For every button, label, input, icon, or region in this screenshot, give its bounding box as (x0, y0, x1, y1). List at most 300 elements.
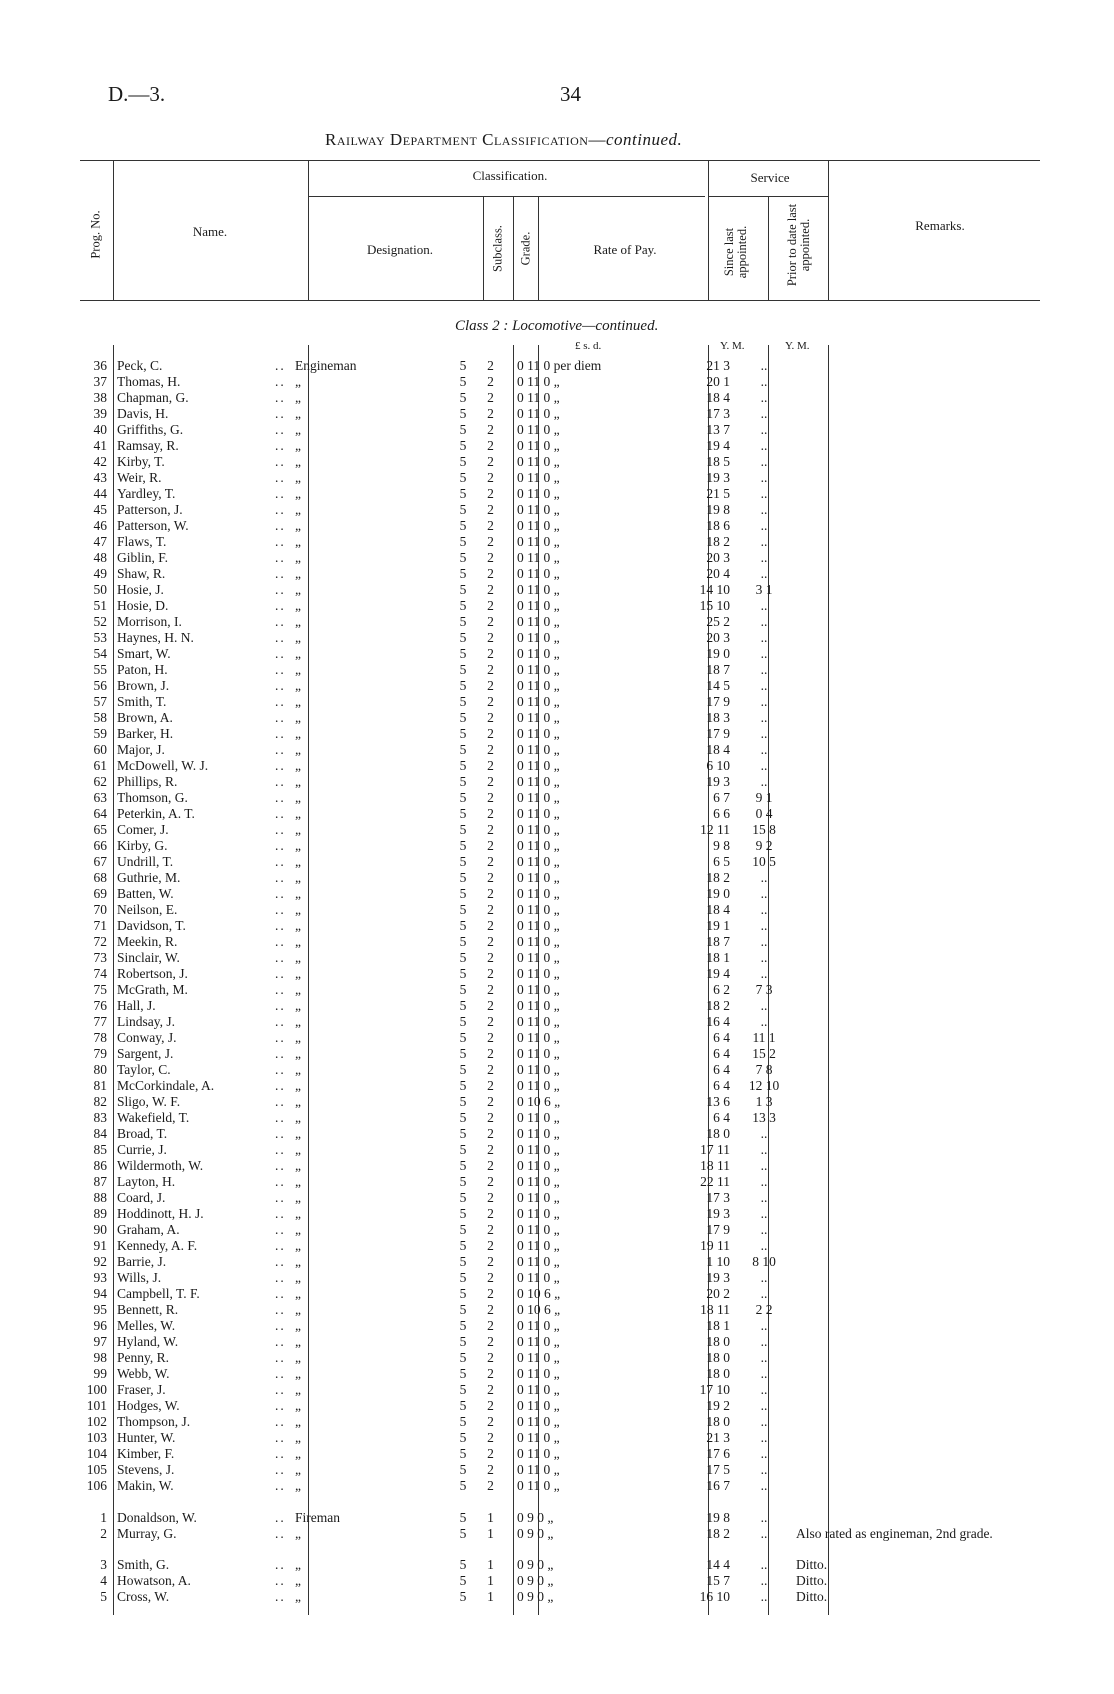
prior-cell: .. (760, 758, 768, 773)
subclass-cell: 5 (459, 966, 467, 981)
remarks-cell (790, 1478, 1036, 1494)
rate-cell: 0 11 0 „ (517, 470, 560, 485)
grade-cell: 2 (487, 1158, 494, 1173)
page-title-italic: continued. (605, 130, 683, 149)
leader-dots: .. (275, 1302, 286, 1317)
subclass-cell: 5 (459, 566, 467, 581)
subclass-cell: 5 (459, 1318, 467, 1333)
designation-cell: „ (295, 694, 301, 709)
grade-cell: 2 (487, 390, 494, 405)
prior-cell: .. (760, 918, 768, 933)
designation-cell: „ (295, 678, 301, 693)
prog-no-cell: 42 (93, 454, 107, 469)
col-prior-to-date: Prior to date last appointed. (785, 203, 812, 287)
rate-cell: 0 11 0 „ (517, 822, 560, 837)
leader-dots: .. (275, 1142, 286, 1157)
leader-dots: .. (275, 470, 286, 485)
prog-no-cell: 50 (93, 582, 107, 597)
prog-no-cell: 41 (93, 438, 107, 453)
since-last-cell: 1 10 (706, 1254, 730, 1269)
remarks-cell (790, 1382, 1036, 1398)
remarks-cell (790, 1238, 1036, 1254)
table-row (80, 438, 1036, 454)
subclass-cell: 5 (459, 1478, 467, 1493)
designation-cell: „ (295, 918, 301, 933)
name-cell: Lindsay, J. (117, 1014, 175, 1029)
name-cell: Peterkin, A. T. (117, 806, 195, 821)
designation-cell: „ (295, 1446, 301, 1461)
table-row (80, 1190, 1036, 1206)
subclass-cell: 5 (459, 1334, 467, 1349)
leader-dots: .. (275, 1270, 286, 1285)
prog-no-cell: 105 (86, 1462, 107, 1477)
grade-cell: 2 (487, 1446, 494, 1461)
grade-cell: 2 (487, 1286, 494, 1301)
table-row (80, 950, 1036, 966)
grade-cell: 2 (487, 1270, 494, 1285)
since-last-cell: 6 6 (713, 806, 730, 821)
name-cell: Robertson, J. (117, 966, 188, 981)
table-row (80, 1206, 1036, 1222)
since-last-cell: 20 4 (706, 566, 730, 581)
since-last-cell: 17 6 (706, 1446, 730, 1461)
rate-cell: 0 11 0 „ (517, 710, 560, 725)
prog-no-cell: 95 (93, 1302, 107, 1317)
section-gap (80, 1494, 1036, 1510)
col-designation: Designation. (366, 242, 434, 257)
prog-no-cell: 88 (93, 1190, 107, 1205)
name-cell: Weir, R. (117, 470, 162, 485)
remarks-cell (790, 1078, 1036, 1094)
table-row (80, 726, 1036, 742)
name-cell: McGrath, M. (117, 982, 188, 997)
subclass-cell: 5 (459, 1110, 467, 1125)
rate-cell: 0 9 0 „ (517, 1526, 554, 1541)
table-row (80, 1573, 1036, 1589)
table-row (80, 646, 1036, 662)
rate-cell: 0 11 0 „ (517, 934, 560, 949)
grade-cell: 2 (487, 1462, 494, 1477)
leader-dots: .. (275, 1430, 286, 1445)
subclass-cell: 5 (459, 726, 467, 741)
prior-cell: 10 5 (752, 854, 776, 869)
since-last-cell: 17 9 (706, 726, 730, 741)
designation-cell: „ (295, 822, 301, 837)
since-last-cell: 18 4 (706, 742, 730, 757)
prior-cell: 0 4 (755, 806, 773, 821)
prog-no-cell: 71 (93, 918, 107, 933)
rate-cell: 0 11 0 „ (517, 806, 560, 821)
prog-no-cell: 3 (100, 1557, 107, 1572)
remarks-cell (790, 518, 1036, 534)
name-cell: Stevens, J. (117, 1462, 175, 1477)
table-row (80, 518, 1036, 534)
since-last-cell: 18 4 (706, 902, 730, 917)
grade-cell: 2 (487, 502, 494, 517)
name-cell: Bennett, R. (117, 1302, 179, 1317)
designation-cell: „ (295, 1557, 301, 1572)
subclass-cell: 5 (459, 1174, 467, 1189)
name-cell: McDowell, W. J. (117, 758, 209, 773)
document-id: D.—3. (108, 82, 166, 106)
since-last-cell: 18 0 (706, 1126, 730, 1141)
since-last-cell: 21 5 (706, 486, 730, 501)
since-last-cell: 18 7 (706, 662, 730, 677)
grade-cell: 2 (487, 758, 494, 773)
rate-cell: 0 11 0 „ (517, 406, 560, 421)
subclass-cell: 5 (459, 630, 467, 645)
subclass-cell: 5 (459, 710, 467, 725)
rate-cell: 0 11 0 „ (517, 374, 560, 389)
name-cell: Major, J. (117, 742, 165, 757)
table-row (80, 1062, 1036, 1078)
name-cell: Thompson, J. (117, 1414, 191, 1429)
name-cell: Barker, H. (117, 726, 174, 741)
leader-dots: .. (275, 1526, 286, 1541)
subclass-cell: 5 (459, 934, 467, 949)
designation-cell: „ (295, 758, 301, 773)
prog-no-cell: 45 (93, 502, 107, 517)
rate-cell: 0 10 6 „ (517, 1286, 561, 1301)
remarks-cell (790, 1398, 1036, 1414)
since-last-cell: 18 0 (706, 1334, 730, 1349)
subclass-cell: 5 (459, 1557, 467, 1572)
table-row (80, 758, 1036, 774)
rate-cell: 0 11 0 „ (517, 534, 560, 549)
grade-cell: 2 (487, 1174, 494, 1189)
leader-dots: .. (275, 598, 286, 613)
rate-cell: 0 11 0 „ (517, 758, 560, 773)
since-last-cell: 14 4 (706, 1557, 730, 1572)
remarks-cell (790, 502, 1036, 518)
name-cell: Howatson, A. (117, 1573, 191, 1588)
table-row (80, 886, 1036, 902)
rate-cell: 0 11 0 „ (517, 918, 560, 933)
prog-no-cell: 72 (93, 934, 107, 949)
prog-no-cell: 2 (100, 1526, 107, 1541)
name-cell: Undrill, T. (117, 854, 174, 869)
designation-cell: „ (295, 790, 301, 805)
prog-no-cell: 90 (93, 1222, 107, 1237)
designation-cell: „ (295, 902, 301, 917)
subclass-cell: 5 (459, 454, 467, 469)
leader-dots: .. (275, 902, 286, 917)
table-row (80, 1446, 1036, 1462)
table-row (80, 742, 1036, 758)
leader-dots: .. (275, 1350, 286, 1365)
table-row (80, 662, 1036, 678)
remarks-cell (790, 598, 1036, 614)
prog-no-cell: 104 (86, 1446, 107, 1461)
name-cell: Chapman, G. (117, 390, 189, 405)
designation-cell: „ (295, 1142, 301, 1157)
grade-cell: 2 (487, 902, 494, 917)
name-cell: Meekin, R. (117, 934, 178, 949)
prog-no-cell: 4 (100, 1573, 107, 1588)
name-cell: Batten, W. (117, 886, 174, 901)
remarks-cell (790, 1030, 1036, 1046)
prior-cell: .. (760, 1318, 768, 1333)
table-row (80, 806, 1036, 822)
prior-cell: .. (760, 438, 768, 453)
leader-dots: .. (275, 1174, 286, 1189)
grade-cell: 2 (487, 374, 494, 389)
col-service: Service (750, 170, 790, 185)
leader-dots: .. (275, 1366, 286, 1381)
since-last-cell: 17 11 (700, 1142, 730, 1157)
prog-no-cell: 103 (86, 1430, 107, 1445)
remarks-cell (790, 758, 1036, 774)
leader-dots: .. (275, 1382, 286, 1397)
prior-cell: 7 3 (755, 982, 773, 997)
subclass-cell: 5 (459, 662, 467, 677)
prior-cell: .. (760, 662, 768, 677)
name-cell: Hosie, D. (117, 598, 169, 613)
designation-cell: „ (295, 838, 301, 853)
since-last-cell: 18 2 (706, 998, 730, 1013)
table-row (80, 358, 1036, 374)
rate-cell: 0 11 0 „ (517, 886, 560, 901)
subclass-cell: 5 (459, 1126, 467, 1141)
prior-cell: .. (760, 1334, 768, 1349)
rate-cell: 0 11 0 „ (517, 502, 560, 517)
prog-no-cell: 67 (93, 854, 107, 869)
leader-dots: .. (275, 662, 286, 677)
prior-cell: .. (760, 1446, 768, 1461)
grade-cell: 2 (487, 950, 494, 965)
name-cell: Patterson, J. (117, 502, 183, 517)
prior-cell: .. (760, 1510, 768, 1525)
prog-no-cell: 73 (93, 950, 107, 965)
subclass-cell: 5 (459, 918, 467, 933)
designation-cell: „ (295, 1302, 301, 1317)
leader-dots: .. (275, 502, 286, 517)
prior-cell: .. (760, 886, 768, 901)
table-row (80, 566, 1036, 582)
name-cell: Hosie, J. (117, 582, 164, 597)
remarks-cell (790, 710, 1036, 726)
prog-no-cell: 46 (93, 518, 107, 533)
table-row (80, 1589, 1036, 1605)
prog-no-cell: 102 (86, 1414, 107, 1429)
divider-subclass (513, 196, 514, 300)
leader-dots: .. (275, 838, 286, 853)
prior-cell: .. (760, 998, 768, 1013)
prog-no-cell: 97 (93, 1334, 107, 1349)
subclass-cell: 5 (459, 1078, 467, 1093)
subclass-cell: 5 (459, 1398, 467, 1413)
grade-cell: 2 (487, 1318, 494, 1333)
leader-dots: .. (275, 1110, 286, 1125)
divider-since (768, 196, 769, 300)
remarks-cell (790, 790, 1036, 806)
table-row (80, 470, 1036, 486)
subclass-cell: 5 (459, 1526, 467, 1541)
name-cell: Sargent, J. (117, 1046, 174, 1061)
since-last-cell: 19 11 (700, 1238, 730, 1253)
leader-dots: .. (275, 950, 286, 965)
prior-cell: .. (760, 1190, 768, 1205)
grade-cell: 2 (487, 518, 494, 533)
col-classification: Classification. (472, 168, 548, 183)
leader-dots: .. (275, 550, 286, 565)
prior-cell: .. (760, 646, 768, 661)
rate-cell: 0 11 0 „ (517, 1366, 560, 1381)
since-last-cell: 16 10 (699, 1589, 730, 1604)
leader-dots: .. (275, 1094, 286, 1109)
leader-dots: .. (275, 918, 286, 933)
subclass-cell: 5 (459, 1222, 467, 1237)
grade-cell: 2 (487, 886, 494, 901)
name-cell: Makin, W. (117, 1478, 174, 1493)
since-last-cell: 6 5 (713, 854, 730, 869)
remarks-cell (790, 582, 1036, 598)
name-cell: Kimber, F. (117, 1446, 175, 1461)
subclass-cell: 5 (459, 390, 467, 405)
designation-cell: „ (295, 1350, 301, 1365)
prior-cell: .. (760, 1398, 768, 1413)
table-row (80, 1078, 1036, 1094)
name-cell: Shaw, R. (117, 566, 166, 581)
remarks-cell (790, 1462, 1036, 1478)
leader-dots: .. (275, 1286, 286, 1301)
prog-no-cell: 84 (93, 1126, 107, 1141)
prior-cell: .. (760, 1589, 768, 1604)
prior-cell: .. (760, 1222, 768, 1237)
prog-no-cell: 94 (93, 1286, 107, 1301)
name-cell: Kennedy, A. F. (117, 1238, 198, 1253)
prior-cell: .. (760, 966, 768, 981)
designation-cell: „ (295, 438, 301, 453)
since-last-cell: 6 4 (713, 1030, 730, 1045)
since-last-cell: 18 2 (706, 534, 730, 549)
subclass-cell: 5 (459, 486, 467, 501)
table-row (80, 822, 1036, 838)
remarks-cell (790, 662, 1036, 678)
remarks-cell (790, 1302, 1036, 1318)
designation-cell: „ (295, 1366, 301, 1381)
name-cell: Morrison, I. (117, 614, 182, 629)
rate-cell: 0 11 0 „ (517, 390, 560, 405)
designation-cell: „ (295, 1110, 301, 1125)
leader-dots: .. (275, 582, 286, 597)
name-cell: Thomson, G. (117, 790, 188, 805)
designation-cell: „ (295, 502, 301, 517)
name-cell: Wildermoth, W. (117, 1158, 204, 1173)
table-row (80, 406, 1036, 422)
grade-cell: 2 (487, 406, 494, 421)
subclass-cell: 5 (459, 614, 467, 629)
leader-dots: .. (275, 1126, 286, 1141)
subclass-cell: 5 (459, 534, 467, 549)
remarks-cell (790, 1126, 1036, 1142)
prior-cell: .. (760, 486, 768, 501)
table-row (80, 918, 1036, 934)
name-cell: Haynes, H. N. (117, 630, 194, 645)
designation-cell: „ (295, 534, 301, 549)
subclass-cell: 5 (459, 1190, 467, 1205)
table-row (80, 1302, 1036, 1318)
name-cell: Melles, W. (117, 1318, 176, 1333)
prog-no-cell: 62 (93, 774, 107, 789)
name-cell: Davis, H. (117, 406, 169, 421)
rate-cell: 0 11 0 per diem (517, 358, 602, 373)
since-last-cell: 18 1 (706, 950, 730, 965)
designation-cell: „ (295, 806, 301, 821)
subclass-cell: 5 (459, 838, 467, 853)
leader-dots: .. (275, 566, 286, 581)
prior-cell: .. (760, 742, 768, 757)
rate-cell: 0 11 0 „ (517, 694, 560, 709)
table-row (80, 1254, 1036, 1270)
table-row (80, 1094, 1036, 1110)
prog-no-cell: 60 (93, 742, 107, 757)
since-last-cell: 19 3 (706, 1270, 730, 1285)
rate-cell: 0 11 0 „ (517, 1014, 560, 1029)
subclass-cell: 5 (459, 998, 467, 1013)
rate-cell: 0 11 0 „ (517, 486, 560, 501)
rate-cell: 0 9 0 „ (517, 1510, 554, 1525)
leader-dots: .. (275, 1318, 286, 1333)
designation-cell: „ (295, 662, 301, 677)
subclass-cell: 5 (459, 822, 467, 837)
since-last-cell: 19 1 (706, 918, 730, 933)
prior-cell: .. (760, 1526, 768, 1541)
prior-cell: .. (760, 726, 768, 741)
leader-dots: .. (275, 454, 286, 469)
prog-no-cell: 53 (93, 630, 107, 645)
name-cell: Hall, J. (117, 998, 156, 1013)
rate-cell: 0 11 0 „ (517, 1478, 560, 1493)
grade-cell: 2 (487, 694, 494, 709)
grade-cell: 2 (487, 1014, 494, 1029)
remarks-cell (790, 982, 1036, 998)
prog-no-cell: 47 (93, 534, 107, 549)
grade-cell: 2 (487, 1334, 494, 1349)
remarks-cell (790, 1094, 1036, 1110)
prog-no-cell: 61 (93, 758, 107, 773)
subclass-cell: 5 (459, 646, 467, 661)
designation-cell: „ (295, 1573, 301, 1588)
grade-cell: 2 (487, 1110, 494, 1125)
leader-dots: .. (275, 1589, 286, 1604)
rate-cell: 0 11 0 „ (517, 1142, 560, 1157)
prior-cell: .. (760, 678, 768, 693)
grade-cell: 2 (487, 470, 494, 485)
divider-designation (483, 196, 484, 300)
remarks-cell (790, 1014, 1036, 1030)
divider-prog (113, 160, 114, 300)
rate-cell: 0 11 0 „ (517, 614, 560, 629)
remarks-cell (790, 534, 1036, 550)
designation-cell: „ (295, 998, 301, 1013)
table-row (80, 454, 1036, 470)
subclass-cell: 5 (459, 1462, 467, 1477)
prior-cell: .. (760, 1382, 768, 1397)
since-last-cell: 20 3 (706, 630, 730, 645)
since-last-cell: 19 4 (706, 966, 730, 981)
designation-cell: „ (295, 1318, 301, 1333)
table-row (80, 1366, 1036, 1382)
prog-no-cell: 91 (93, 1238, 107, 1253)
prog-no-cell: 101 (86, 1398, 107, 1413)
table-row (80, 966, 1036, 982)
table-row (80, 1398, 1036, 1414)
rate-cell: 0 9 0 „ (517, 1573, 554, 1588)
subclass-cell: 5 (459, 1286, 467, 1301)
grade-cell: 2 (487, 774, 494, 789)
prior-cell: .. (760, 1126, 768, 1141)
